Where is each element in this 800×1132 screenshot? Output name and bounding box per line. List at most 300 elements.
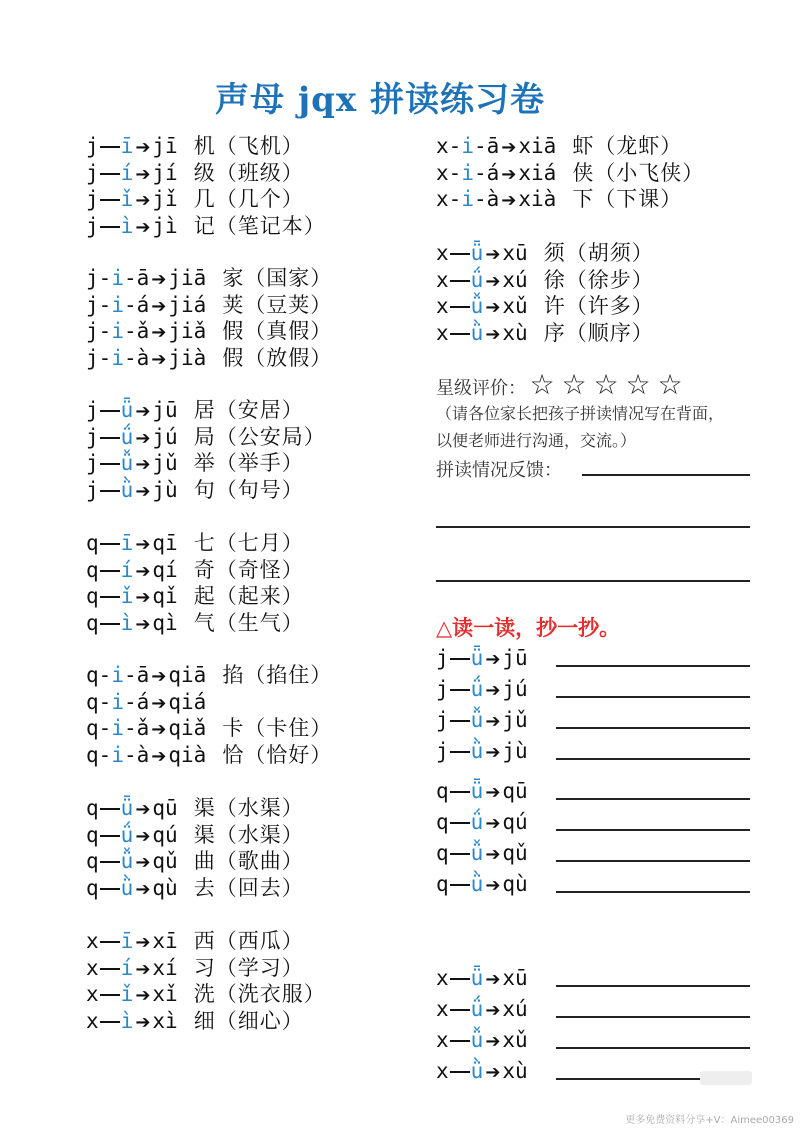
hyphen: -	[123, 292, 137, 317]
initial: x	[86, 929, 99, 953]
pinyin-row	[86, 292, 332, 318]
final-vowel: à	[136, 742, 150, 767]
arrow-icon: ➔	[485, 742, 501, 763]
arrow-icon: ➔	[485, 244, 501, 265]
example-word: 起（起来）	[193, 584, 304, 608]
final-vowel: à	[486, 187, 500, 211]
dash	[450, 1040, 470, 1042]
syllable: qū	[152, 796, 178, 820]
pinyin-row	[86, 981, 326, 1007]
final-vowel: ǚ	[120, 451, 134, 475]
hyphen: -	[98, 319, 112, 343]
copy-line[interactable]	[556, 891, 750, 893]
dash	[450, 978, 470, 980]
arrow-icon: ➔	[485, 969, 501, 990]
dash	[100, 1021, 120, 1023]
example-word: 恰（恰好）	[222, 742, 333, 767]
pinyin-row	[86, 822, 304, 848]
syllable: xú	[502, 997, 528, 1021]
syllable: jiá	[168, 292, 207, 317]
example-word: 西（西瓜）	[193, 929, 304, 953]
syllable: xù	[502, 1059, 528, 1083]
star-rating-label: 星级评价：	[436, 378, 526, 399]
parent-note-line-2: 以便老师进行沟通，交流。）	[436, 431, 637, 450]
hyphen: -	[448, 134, 462, 158]
dash	[100, 437, 120, 439]
final-vowel: ǚ	[470, 1028, 484, 1052]
hyphen: -	[98, 266, 112, 290]
pinyin-row	[86, 265, 332, 291]
initial: j	[86, 451, 99, 475]
example-word: 几（几个）	[193, 187, 304, 211]
medial-vowel: i	[111, 292, 124, 317]
syllable: qú	[152, 822, 178, 847]
initial: q	[436, 810, 449, 834]
pinyin-row	[86, 530, 304, 556]
final-vowel: à	[136, 345, 150, 370]
final-vowel: ǚ	[470, 294, 484, 318]
syllable: jū	[152, 398, 178, 422]
initial: q	[86, 796, 99, 820]
initial: q	[86, 742, 99, 767]
dash	[450, 1071, 470, 1073]
dash	[100, 861, 120, 863]
initial: x	[436, 134, 449, 158]
initial: j	[86, 345, 99, 370]
final-vowel: í	[120, 160, 134, 185]
hyphen: -	[123, 716, 137, 740]
medial-vowel: i	[461, 134, 474, 158]
dash	[450, 253, 470, 255]
arrow-icon: ➔	[135, 137, 151, 158]
star-icon[interactable]: ☆	[561, 368, 587, 401]
dash	[450, 280, 470, 282]
final-vowel: ì	[120, 610, 134, 635]
initial: x	[436, 320, 449, 345]
final-vowel: ǘ	[120, 424, 134, 449]
syllable: jiā	[168, 266, 207, 290]
final-vowel: ǜ	[470, 739, 484, 763]
initial: q	[86, 663, 99, 687]
final-vowel: ì	[120, 1008, 134, 1033]
final-vowel: ī	[120, 134, 134, 158]
medial-vowel: i	[111, 663, 124, 687]
syllable: qù	[502, 872, 528, 896]
pinyin-row	[436, 965, 528, 991]
hyphen: -	[98, 663, 112, 687]
example-word: 渠（水渠）	[193, 796, 304, 820]
example-word: 序（顺序）	[543, 320, 654, 345]
dash	[100, 835, 120, 837]
arrow-icon: ➔	[135, 163, 151, 185]
medial-vowel: i	[461, 160, 474, 185]
syllable: xǐ	[152, 982, 178, 1006]
copy-line[interactable]	[556, 860, 750, 862]
dash	[100, 490, 120, 492]
arrow-icon: ➔	[151, 322, 167, 343]
pinyin-row	[86, 477, 304, 503]
example-word: 居（安居）	[193, 398, 304, 422]
initial: x	[436, 160, 449, 185]
star-rating	[436, 368, 686, 401]
initial: q	[86, 716, 99, 740]
example-word: 虾（龙虾）	[572, 134, 683, 158]
dash	[100, 596, 120, 598]
dash	[100, 226, 120, 228]
hyphen: -	[123, 663, 137, 687]
pinyin-row	[436, 267, 654, 293]
pinyin-row	[436, 293, 654, 319]
final-vowel: ǖ	[120, 796, 134, 820]
initial: q	[86, 689, 99, 714]
example-word: 假（放假）	[222, 345, 333, 370]
syllable: xù	[502, 320, 528, 345]
syllable: qiǎ	[168, 716, 207, 740]
dash	[100, 888, 120, 890]
pinyin-row	[436, 186, 682, 212]
initial: j	[86, 319, 99, 343]
pinyin-row	[86, 928, 304, 954]
hyphen: -	[98, 742, 112, 767]
syllable: jiǎ	[168, 319, 207, 343]
example-word: 许（许多）	[543, 294, 654, 318]
arrow-icon: ➔	[485, 782, 501, 803]
example-word: 级（班级）	[193, 160, 304, 185]
copy-line[interactable]	[556, 727, 750, 729]
star-icon[interactable]: ☆	[625, 368, 651, 401]
example-word: 侠（小飞侠）	[572, 160, 705, 185]
dash	[450, 306, 470, 308]
syllable: xià	[518, 187, 557, 211]
initial: x	[436, 187, 449, 211]
arrow-icon: ➔	[135, 587, 151, 608]
initial: j	[86, 266, 99, 290]
pinyin-row	[86, 610, 304, 636]
dash	[450, 751, 470, 753]
medial-vowel: i	[111, 742, 124, 767]
initial: q	[436, 841, 449, 865]
final-vowel: ā	[136, 266, 150, 290]
arrow-icon: ➔	[485, 323, 501, 345]
final-vowel: ǘ	[470, 997, 484, 1021]
initial: j	[86, 134, 99, 158]
hyphen: -	[98, 689, 112, 714]
arrow-icon: ➔	[151, 745, 167, 767]
arrow-icon: ➔	[135, 932, 151, 953]
dash	[100, 941, 120, 943]
dash	[450, 884, 470, 886]
example-word: 须（胡须）	[543, 241, 654, 265]
arrow-icon: ➔	[135, 825, 151, 847]
feedback-line-2[interactable]	[436, 526, 750, 528]
pinyin-row	[86, 424, 326, 450]
arrow-icon: ➔	[485, 649, 501, 670]
initial: q	[86, 557, 99, 582]
arrow-icon: ➔	[135, 454, 151, 475]
smudge	[700, 1071, 752, 1085]
final-vowel: ǐ	[120, 584, 134, 608]
pinyin-row	[436, 1058, 528, 1084]
pinyin-row	[86, 397, 304, 423]
arrow-icon: ➔	[135, 534, 151, 555]
dash	[100, 570, 120, 572]
pinyin-row	[436, 778, 528, 804]
hyphen: -	[98, 292, 112, 317]
arrow-icon: ➔	[135, 560, 151, 582]
initial: q	[86, 849, 99, 873]
dash	[450, 853, 470, 855]
arrow-icon: ➔	[485, 1000, 501, 1021]
syllable: xú	[502, 267, 528, 292]
example-word: 句（句号）	[193, 477, 304, 502]
example-word: 气（生气）	[193, 610, 304, 635]
final-vowel: ǚ	[470, 841, 484, 865]
syllable: qiá	[168, 689, 207, 714]
syllable: qū	[502, 779, 528, 803]
star-group[interactable]	[526, 368, 686, 401]
syllable: qià	[168, 742, 207, 767]
syllable: jǐ	[152, 187, 178, 211]
initial: q	[436, 872, 449, 896]
syllable: qī	[152, 531, 178, 555]
copy-line[interactable]	[556, 829, 750, 831]
arrow-icon: ➔	[135, 613, 151, 635]
initial: x	[86, 1008, 99, 1033]
arrow-icon: ➔	[151, 269, 167, 290]
parent-note	[436, 400, 776, 454]
star-icon[interactable]: ☆	[593, 368, 619, 401]
example-word: 七（七月）	[193, 531, 304, 555]
copy-line[interactable]	[556, 1047, 750, 1049]
final-vowel: ǜ	[470, 1059, 484, 1083]
example-word: 举（举手）	[193, 451, 304, 475]
pinyin-row	[436, 676, 528, 702]
arrow-icon: ➔	[485, 875, 501, 896]
medial-vowel: i	[111, 716, 124, 740]
arrow-icon: ➔	[485, 1062, 501, 1083]
hyphen: -	[123, 742, 137, 767]
pinyin-row	[86, 848, 304, 874]
example-word: 掐（掐住）	[222, 663, 333, 687]
example-word: 洗（洗衣服）	[193, 982, 326, 1006]
arrow-icon: ➔	[135, 985, 151, 1006]
initial: q	[86, 610, 99, 635]
final-vowel: ì	[120, 213, 134, 238]
dash	[450, 1009, 470, 1011]
syllable: jū	[502, 646, 528, 670]
parent-note-line-1: （请各位家长把孩子拼读情况写在背面，	[436, 404, 725, 423]
final-vowel: ā	[486, 134, 500, 158]
syllable: qú	[502, 810, 528, 834]
feedback-line-1[interactable]	[582, 474, 750, 476]
pinyin-row	[436, 645, 528, 671]
final-vowel: ǘ	[470, 677, 484, 701]
dash	[100, 808, 120, 810]
dash	[450, 720, 470, 722]
final-vowel: ǚ	[470, 708, 484, 732]
final-vowel: ǎ	[136, 319, 150, 343]
pinyin-row	[86, 160, 304, 186]
practice-title: △读一读，抄一抄。	[436, 615, 621, 640]
syllable: xǔ	[502, 1028, 528, 1052]
arrow-icon: ➔	[151, 692, 167, 714]
arrow-icon: ➔	[501, 190, 517, 211]
syllable: qǔ	[502, 841, 528, 865]
pinyin-row	[436, 738, 528, 764]
initial: j	[86, 213, 99, 238]
syllable: jǔ	[152, 451, 178, 475]
dash	[100, 463, 120, 465]
copy-line[interactable]	[556, 665, 750, 667]
dash	[100, 994, 120, 996]
hyphen: -	[448, 187, 462, 211]
initial: j	[86, 160, 99, 185]
dash	[100, 199, 120, 201]
arrow-icon: ➔	[485, 680, 501, 701]
initial: x	[436, 267, 449, 292]
final-vowel: ǖ	[470, 779, 484, 803]
pinyin-row	[436, 133, 682, 159]
example-word: 机（飞机）	[193, 134, 304, 158]
arrow-icon: ➔	[485, 297, 501, 318]
pinyin-row	[86, 213, 326, 239]
pinyin-row	[86, 318, 332, 344]
syllable: qí	[152, 557, 178, 582]
final-vowel: í	[120, 955, 134, 980]
initial: x	[436, 241, 449, 265]
final-vowel: ǐ	[120, 187, 134, 211]
syllable: xī	[152, 929, 178, 953]
hyphen: -	[448, 160, 462, 185]
dash	[450, 333, 470, 335]
arrow-icon: ➔	[151, 295, 167, 317]
syllable: jǔ	[502, 708, 528, 732]
dash	[100, 410, 120, 412]
medial-vowel: i	[111, 689, 124, 714]
copy-line[interactable]	[556, 1016, 750, 1018]
pinyin-row	[86, 450, 304, 476]
arrow-icon: ➔	[485, 844, 501, 865]
example-word: 家（国家）	[222, 266, 333, 290]
final-vowel: ī	[120, 929, 134, 953]
pinyin-row	[436, 871, 528, 897]
syllable: xí	[152, 955, 178, 980]
final-vowel: ǖ	[470, 241, 484, 265]
initial: j	[86, 292, 99, 317]
pinyin-row	[436, 320, 654, 346]
arrow-icon: ➔	[501, 137, 517, 158]
pinyin-row	[436, 1027, 528, 1053]
dash	[450, 822, 470, 824]
syllable: jú	[502, 677, 528, 701]
pinyin-row	[436, 996, 528, 1022]
final-vowel: á	[136, 292, 150, 317]
hyphen: -	[473, 134, 487, 158]
final-vowel: ǘ	[470, 267, 484, 292]
syllable: qǐ	[152, 584, 178, 608]
arrow-icon: ➔	[135, 1011, 151, 1033]
arrow-icon: ➔	[501, 163, 517, 185]
feedback-line-3[interactable]	[436, 580, 750, 582]
initial: j	[436, 708, 449, 732]
syllable: xǔ	[502, 294, 528, 318]
syllable: xiā	[518, 134, 557, 158]
arrow-icon: ➔	[151, 348, 167, 370]
footer-watermark: 更多免费资料分享+V：Aimee00369	[625, 1115, 794, 1126]
medial-vowel: i	[111, 319, 124, 343]
initial: x	[86, 955, 99, 980]
pinyin-row	[86, 689, 206, 715]
initial: j	[86, 187, 99, 211]
syllable: xiá	[518, 160, 557, 185]
arrow-icon: ➔	[151, 666, 167, 687]
syllable: qì	[152, 610, 178, 635]
dash	[450, 689, 470, 691]
initial: x	[436, 966, 449, 990]
copy-line[interactable]	[556, 758, 750, 760]
star-icon[interactable]: ☆	[529, 368, 555, 401]
example-word: 去（回去）	[193, 875, 304, 900]
example-word: 记（笔记本）	[193, 213, 326, 238]
arrow-icon: ➔	[485, 1031, 501, 1052]
hyphen: -	[123, 689, 137, 714]
initial: x	[86, 982, 99, 1006]
medial-vowel: i	[111, 266, 124, 290]
arrow-icon: ➔	[135, 190, 151, 211]
pinyin-row	[436, 160, 704, 186]
dash	[100, 146, 120, 148]
pinyin-row	[86, 715, 332, 741]
copy-line[interactable]	[556, 798, 750, 800]
final-vowel: ǘ	[470, 810, 484, 834]
example-word: 徐（徐步）	[543, 267, 654, 292]
final-vowel: á	[136, 689, 150, 714]
initial: j	[436, 646, 449, 670]
arrow-icon: ➔	[151, 719, 167, 740]
initial: j	[86, 477, 99, 502]
pinyin-row	[436, 707, 528, 733]
copy-line[interactable]	[556, 985, 750, 987]
pinyin-row	[86, 875, 304, 901]
final-vowel: ī	[120, 531, 134, 555]
example-word: 卡（卡住）	[222, 716, 333, 740]
initial: j	[436, 739, 449, 763]
syllable: jí	[152, 160, 178, 185]
pinyin-row	[86, 133, 304, 159]
syllable: jī	[152, 134, 178, 158]
arrow-icon: ➔	[135, 799, 151, 820]
page-title: 声母 jqx 拼读练习卷	[214, 80, 546, 120]
arrow-icon: ➔	[135, 401, 151, 422]
example-word: 习（学习）	[193, 955, 304, 980]
example-word: 细（细心）	[193, 1008, 304, 1033]
pinyin-row	[86, 557, 304, 583]
initial: x	[436, 294, 449, 318]
final-vowel: á	[486, 160, 500, 185]
pinyin-row	[86, 1008, 304, 1034]
hyphen: -	[98, 716, 112, 740]
arrow-icon: ➔	[485, 270, 501, 292]
syllable: qǔ	[152, 849, 178, 873]
initial: q	[86, 822, 99, 847]
final-vowel: ā	[136, 663, 150, 687]
copy-line[interactable]	[556, 696, 750, 698]
syllable: jú	[152, 424, 178, 449]
pinyin-row	[86, 345, 332, 371]
dash	[100, 623, 120, 625]
initial: q	[86, 875, 99, 900]
star-icon[interactable]: ☆	[657, 368, 683, 401]
